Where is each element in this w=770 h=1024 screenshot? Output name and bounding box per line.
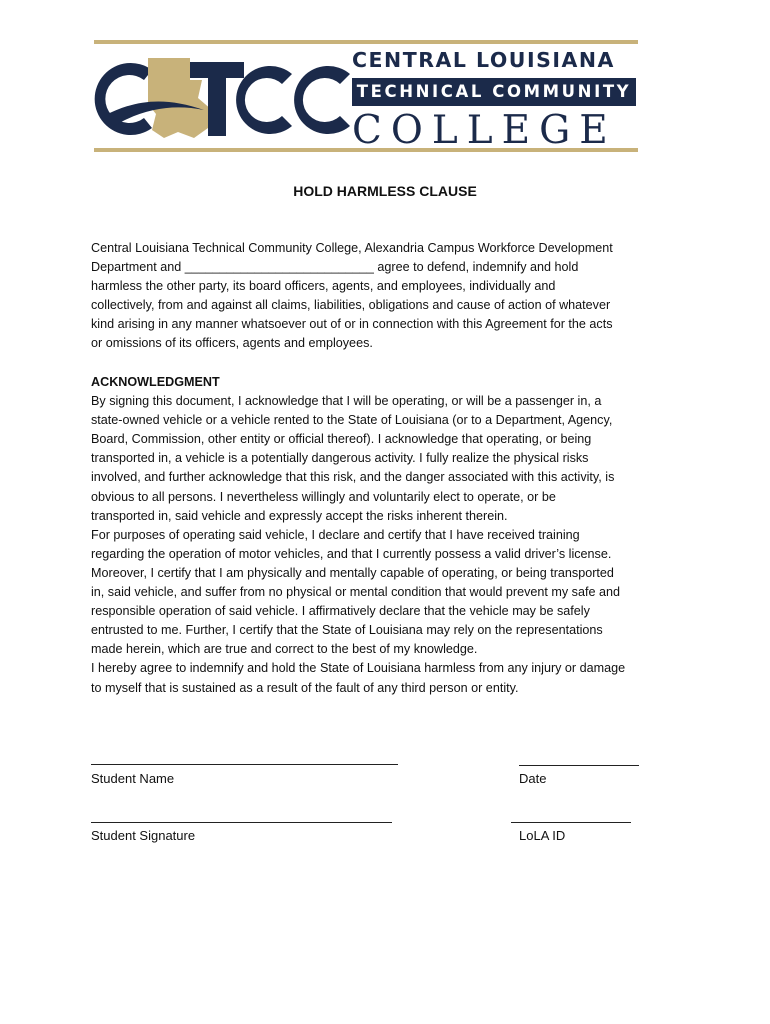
lola-id-label: LoLA ID — [519, 828, 566, 843]
student-name-label: Student Name — [91, 771, 175, 786]
logo-letter-c-second — [236, 66, 292, 134]
student-name-field[interactable] — [91, 764, 398, 765]
acknowledgment-line: I hereby agree to indemnify and hold the State of Louisiana harmless from any injury or damage — [91, 661, 626, 676]
logo-letter-c-third — [294, 66, 350, 134]
document-title: HOLD HARMLESS CLAUSE — [293, 183, 477, 199]
student-signature-field[interactable] — [91, 822, 392, 823]
acknowledgment-line: By signing this document, I acknowledge that I will be operating, or will be a passenger in, a — [91, 394, 602, 409]
logo-line-college: COLLEGE — [352, 108, 617, 153]
acknowledgment-line: Moreover, I certify that I am physically and mentally capable of operating, or being transported — [91, 565, 614, 580]
logo-line-technical-community: TECHNICAL COMMUNITY — [352, 78, 636, 106]
hold-harmless-paragraph — [91, 239, 691, 354]
clause-line: Department and ___________________________ agree to defend, indemnify and hold — [91, 260, 579, 275]
clause-line: or omissions of its officers, agents and employees. — [91, 336, 373, 351]
acknowledgment-line: obvious to all persons. I nevertheless willingly and voluntarily elect to operate, or be — [91, 489, 556, 504]
acknowledgment-line: to myself that is sustained as a result of the fault of any third person or entity. — [91, 680, 519, 695]
clause-line: harmless the other party, its board officers, agents, and employees, individually and — [91, 279, 556, 294]
date-label: Date — [519, 771, 547, 786]
lola-id-field[interactable] — [511, 822, 631, 823]
student-signature-label: Student Signature — [91, 828, 196, 843]
clause-line: kind arising in any manner whatsoever out of or in connection with this Agreement for the acts — [91, 317, 613, 332]
acknowledgment-line: responsible operation of said vehicle. I affirmatively declare that the vehicle may be safely — [91, 604, 590, 619]
acknowledgment-line: transported in, said vehicle and expressly accept the risks inherent therein. — [91, 508, 508, 523]
date-field[interactable] — [519, 765, 639, 766]
acknowledgment-line: made herein, which are true and correct to the best of my knowledge. — [91, 642, 478, 657]
logo-line-central-louisiana: CENTRAL LOUISIANA — [352, 48, 615, 72]
acknowledgment-line: involved, and further acknowledge that this risk, and the danger associated with this activity, is — [91, 470, 615, 485]
acknowledgment-line: entrusted to me. Further, I certify that the State of Louisiana may rely on the representations — [91, 623, 603, 638]
logo-letter-c-first — [95, 63, 152, 135]
acknowledgment-section — [91, 373, 691, 698]
acknowledgment-heading: ACKNOWLEDGMENT — [91, 375, 220, 389]
logo-wordmark — [352, 48, 638, 154]
clause-line: collectively, from and against all claims, liabilities, obligations and cause of action of whatever — [91, 298, 611, 313]
acknowledgment-line: regarding the operation of motor vehicles, and that I currently possess a valid driver’s license. — [91, 546, 612, 561]
logo-top-rule — [94, 40, 638, 44]
acknowledgment-line: Board, Commission, other entity or official thereof). I acknowledge that operating, or being — [91, 432, 592, 447]
acknowledgment-line: transported in, a vehicle is a potentially dangerous activity. I fully realize the physical risks — [91, 451, 589, 466]
acknowledgment-line: state-owned vehicle or a vehicle rented to the State of Louisiana (or to a Department, Agency, — [91, 413, 613, 428]
acknowledgment-line: For purposes of operating said vehicle, I declare and certify that I have received training — [91, 527, 580, 542]
acknowledgment-line: in, said vehicle, and suffer from no physical or mental condition that would prevent my safe and — [91, 585, 620, 600]
clause-line: Central Louisiana Technical Community College, Alexandria Campus Workforce Development — [91, 241, 613, 255]
college-logo — [94, 40, 638, 152]
